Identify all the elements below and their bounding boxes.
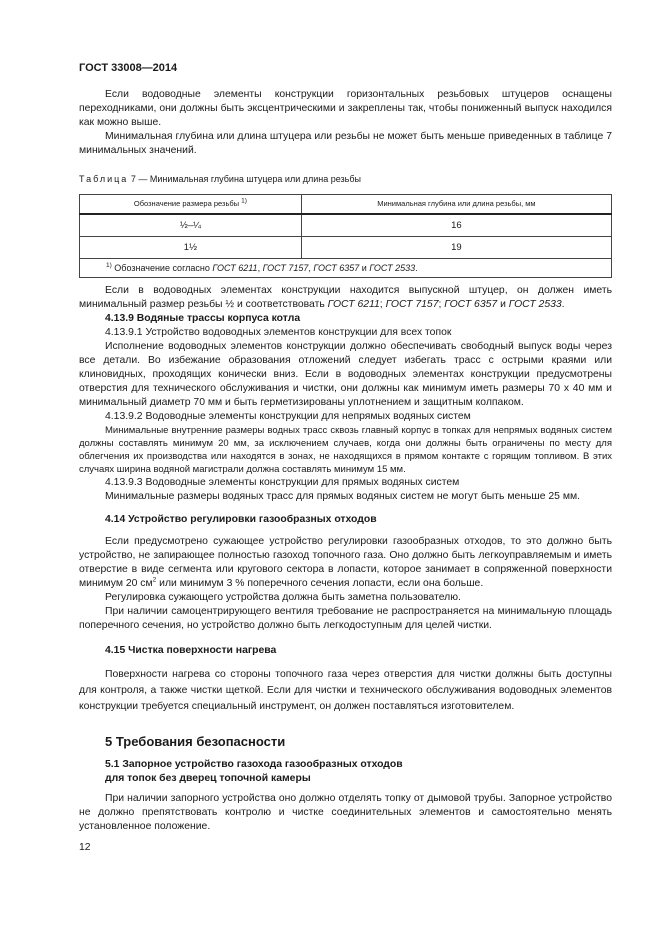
section-5-1-paragraph-1: При наличии запорного устройства оно должно отделять топку от дымовой трубы. Запорное устройство не должно препятствовать контролю и чистке соединительных элементов и самостоятельно менять установленное положение. xyxy=(79,793,612,832)
footnote-ref: 1) xyxy=(241,197,247,205)
section-4-14-paragraph-1: Если предусмотрено сужающее устройство регулировки газообразных отходов, то это должно быть устройство, не запирающее полностью газоход топочного газа. Оно должно быть легкоуправляемым и иметь отверстие в виде сегмента или кругового сектора в лопасти, которое занимает в сопряженной поверхности минимум 20 $см^2$ или минимум 3 % поперечного сечения лопасти, если она больше. xyxy=(79,536,612,589)
table-caption xyxy=(79,172,612,186)
page-number: 12 xyxy=(79,842,91,853)
cell-thread-size: 1½ xyxy=(80,237,302,259)
section-4-13-9-1-text: Исполнение водоводных элементов конструкции должно обеспечивать свободный выпуск воды через все детали. Во избежание образования отложений следует избегать трасс с острыми краями или клиновидных, проходящих конически вниз. Если в водоводных элементах конструкции предусмотрены отверстия для технического обслуживания и чистки, они должны как минимум иметь размеры 70 х 40 мм и минимальный диаметр 70 мм и быть герметизированы уплотнением и защитным колпаком. xyxy=(79,341,612,408)
section-4-13-9-2-text: Минимальные внутренние размеры водных трасс сквозь главный корпус в топках для непрямых водяных систем должны составлять минимум 20 мм, за исключением случаев, когда они должны быть ограничены по месту для облегчения их производства или находятся в зонах, не находящихся в прямом контакте с горящим топливом. В этих случаях ширина водяной магистрали должна составлять минимум 15 мм. xyxy=(79,425,612,475)
table-row xyxy=(80,214,612,237)
intro-paragraph-1: Если водоводные элементы конструкции горизонтальных резьбовых штуцеров оснащены переходниками, они должны быть эксцентрическими и закреплены так, чтобы пониженный выпуск находился как можно выше. xyxy=(79,89,612,128)
thread-depth-table xyxy=(79,194,612,278)
section-4-13-9-2-heading: 4.13.9.2 Водоводные элементы конструкции для непрямых водяных систем xyxy=(105,411,471,422)
cell-min-depth: 19 xyxy=(301,237,611,259)
table-caption-label: Таблица xyxy=(79,174,129,184)
table-row xyxy=(80,237,612,259)
table-footnote-row xyxy=(80,259,612,278)
section-4-15-heading: 4.15 Чистка поверхности нагрева xyxy=(105,645,277,656)
section-4-13-9-1-heading: 4.13.9.1 Устройство водоводных элементов конструкции для всех топок xyxy=(105,327,452,338)
intro-paragraph-2: Минимальная глубина или длина штуцера или резьбы не может быть меньше приведенных в таблице 7 минимальных значений. xyxy=(79,131,612,156)
section-4-14-paragraph-3: При наличии самоцентрирующего вентиля требование не распространяется на минимальную площадь поперечного сечения, но устройство должно быть легкодоступным для целей чистки. xyxy=(79,606,612,631)
document-body xyxy=(79,88,612,834)
col-min-depth-header: Минимальная глубина или длина резьбы, мм xyxy=(301,195,611,215)
table-header-row xyxy=(80,195,612,215)
section-5-heading: 5 Требования безопасности xyxy=(105,734,286,749)
section-4-13-9-3-heading: 4.13.9.3 Водоводные элементы конструкции для прямых водяных систем xyxy=(105,477,460,488)
table-caption-text: 7 — Минимальная глубина штуцера или длина резьбы xyxy=(130,174,361,184)
cell-thread-size: ½–¼ xyxy=(80,214,302,237)
outlet-thread-paragraph: Если в водоводных элементах конструкции находится выпускной штуцер, он должен иметь минимальный размер резьбы ½ и соответствовать ГОСТ 6211; ГОСТ 7157; ГОСТ 6357 и ГОСТ 2533. xyxy=(79,285,612,310)
section-4-14-paragraph-2: Регулировка сужающего устройства должна быть заметна пользователю. xyxy=(105,592,461,603)
table-footnote: $^{1)}$ Обозначение согласно ГОСТ 6211, ГОСТ 7157, ГОСТ 6357 и ГОСТ 2533. xyxy=(80,259,612,278)
section-4-14-heading: 4.14 Устройство регулировки газообразных отходов xyxy=(105,514,377,525)
col-thread-size-header: Обозначение размера резьбы $^{1)}$ xyxy=(80,195,302,215)
section-4-15-paragraph-1: Поверхности нагрева со стороны топочного газа через отверстия для чистки должны быть доступны для контроля, а также чистки щеткой. Если для чистки и технического обслуживания водоводных элементов конструкции требуется специальный инструмент, он должен поставляться изготовителем. xyxy=(79,669,612,712)
section-5-1-heading-line-1: 5.1 Запорное устройство газохода газообразных отходов xyxy=(105,759,403,770)
document-header: ГОСТ 33008—2014 xyxy=(79,62,178,74)
section-4-13-9-heading: 4.13.9 Водяные трассы корпуса котла xyxy=(105,313,301,324)
section-4-13-9-3-text: Минимальные размеры водяных трасс для прямых водяных систем не могут быть меньше 25 мм. xyxy=(105,491,581,502)
section-5-1-heading-line-2: для топок без дверец топочной камеры xyxy=(105,773,311,784)
cell-min-depth: 16 xyxy=(301,214,611,237)
